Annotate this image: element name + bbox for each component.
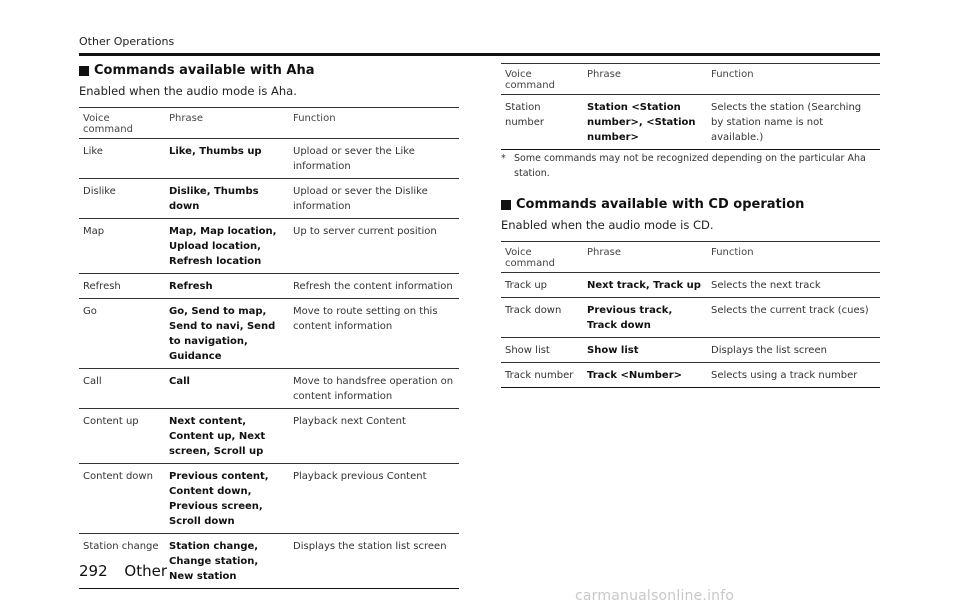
cell-function: Displays the list screen bbox=[707, 338, 880, 363]
cell-phrase: Call bbox=[165, 369, 289, 409]
footnote-text: Some commands may not be recognized depending on the particular Aha station. bbox=[514, 153, 866, 179]
page-number: 292 bbox=[79, 562, 108, 580]
square-bullet-icon bbox=[501, 200, 511, 210]
cell-function: Move to route setting on this content information bbox=[289, 299, 459, 369]
cell-function: Upload or sever the Like information bbox=[289, 139, 459, 179]
table-header-row bbox=[501, 242, 880, 273]
table-row bbox=[501, 363, 880, 388]
cell-function: Selects the next track bbox=[707, 273, 880, 298]
cell-function: Up to server current position bbox=[289, 219, 459, 274]
cell-voice-command: Call bbox=[79, 369, 165, 409]
table-header-row bbox=[501, 64, 880, 95]
watermark: carmanualsonline.info bbox=[575, 588, 735, 604]
cd-intro: Enabled when the audio mode is CD. bbox=[501, 218, 714, 232]
cell-voice-command: Track up bbox=[501, 273, 583, 298]
cell-voice-command: Track number bbox=[501, 363, 583, 388]
cd-section-heading bbox=[501, 197, 804, 212]
cell-voice-command: Refresh bbox=[79, 274, 165, 299]
cell-phrase: Refresh bbox=[165, 274, 289, 299]
cell-phrase: Station <Station number>, <Station number> bbox=[583, 95, 707, 150]
column-header-voice-command: Voice command bbox=[79, 108, 165, 139]
aha-command-table-continued bbox=[501, 63, 880, 150]
column-header-function: Function bbox=[707, 64, 880, 95]
square-bullet-icon bbox=[79, 66, 89, 76]
column-header-function: Function bbox=[707, 242, 880, 273]
table-row bbox=[501, 95, 880, 150]
cell-function: Playback next Content bbox=[289, 409, 459, 464]
cell-phrase: Show list bbox=[583, 338, 707, 363]
cell-voice-command: Station change bbox=[79, 534, 165, 589]
cell-phrase: Previous content, Content down, Previous screen, Scroll down bbox=[165, 464, 289, 534]
column-header-phrase: Phrase bbox=[165, 108, 289, 139]
cd-command-table bbox=[501, 241, 880, 388]
cell-voice-command: Like bbox=[79, 139, 165, 179]
cell-voice-command: Station number bbox=[501, 95, 583, 150]
page-footer bbox=[79, 562, 179, 580]
aha-command-table bbox=[79, 107, 459, 589]
cell-function: Displays the station list screen bbox=[289, 534, 459, 589]
cell-voice-command: Go bbox=[79, 299, 165, 369]
column-header-voice-command: Voice command bbox=[501, 64, 583, 95]
cell-phrase: Station change, Change station, New station bbox=[165, 534, 289, 589]
column-header-phrase: Phrase bbox=[583, 64, 707, 95]
cell-phrase: Go, Send to map, Send to navi, Send to navigation, Guidance bbox=[165, 299, 289, 369]
table-row bbox=[79, 464, 459, 534]
column-header-phrase: Phrase bbox=[583, 242, 707, 273]
aha-intro: Enabled when the audio mode is Aha. bbox=[79, 84, 297, 98]
cell-function: Move to handsfree operation on content information bbox=[289, 369, 459, 409]
cell-function: Selects the current track (cues) bbox=[707, 298, 880, 338]
cell-phrase: Track <Number> bbox=[583, 363, 707, 388]
aha-section-heading bbox=[79, 63, 315, 78]
table-row bbox=[501, 338, 880, 363]
cd-section-title: Commands available with CD operation bbox=[516, 197, 805, 212]
table-row bbox=[79, 409, 459, 464]
cell-voice-command: Content up bbox=[79, 409, 165, 464]
table-row bbox=[79, 534, 459, 589]
table-row bbox=[79, 299, 459, 369]
cell-phrase: Dislike, Thumbs down bbox=[165, 179, 289, 219]
cell-voice-command: Map bbox=[79, 219, 165, 274]
cell-voice-command: Dislike bbox=[79, 179, 165, 219]
cell-phrase: Next track, Track up bbox=[583, 273, 707, 298]
table-row bbox=[79, 139, 459, 179]
cell-function: Refresh the content information bbox=[289, 274, 459, 299]
running-header: Other Operations bbox=[79, 35, 175, 48]
cell-phrase: Map, Map location, Upload location, Refresh location bbox=[165, 219, 289, 274]
table-row bbox=[501, 298, 880, 338]
cell-phrase: Like, Thumbs up bbox=[165, 139, 289, 179]
table-row bbox=[79, 179, 459, 219]
cell-phrase: Next content, Content up, Next screen, Scroll up bbox=[165, 409, 289, 464]
cell-voice-command: Content down bbox=[79, 464, 165, 534]
column-header-voice-command: Voice command bbox=[501, 242, 583, 273]
column-header-function: Function bbox=[289, 108, 459, 139]
table-header-row bbox=[79, 108, 459, 139]
table-row bbox=[79, 369, 459, 409]
chapter-name: Other bbox=[124, 562, 168, 580]
cell-phrase: Previous track, Track down bbox=[583, 298, 707, 338]
cell-function: Selects using a track number bbox=[707, 363, 880, 388]
table-row bbox=[501, 273, 880, 298]
cell-voice-command: Track down bbox=[501, 298, 583, 338]
aha-footnote bbox=[501, 151, 880, 181]
table-row bbox=[79, 274, 459, 299]
cell-function: Playback previous Content bbox=[289, 464, 459, 534]
cell-function: Upload or sever the Dislike information bbox=[289, 179, 459, 219]
table-row bbox=[79, 219, 459, 274]
header-rule bbox=[79, 53, 880, 56]
cell-function: Selects the station (Searching by station name is not available.) bbox=[707, 95, 880, 150]
cell-voice-command: Show list bbox=[501, 338, 583, 363]
footnote-mark: * bbox=[501, 153, 506, 164]
aha-section-title: Commands available with Aha bbox=[94, 63, 315, 78]
